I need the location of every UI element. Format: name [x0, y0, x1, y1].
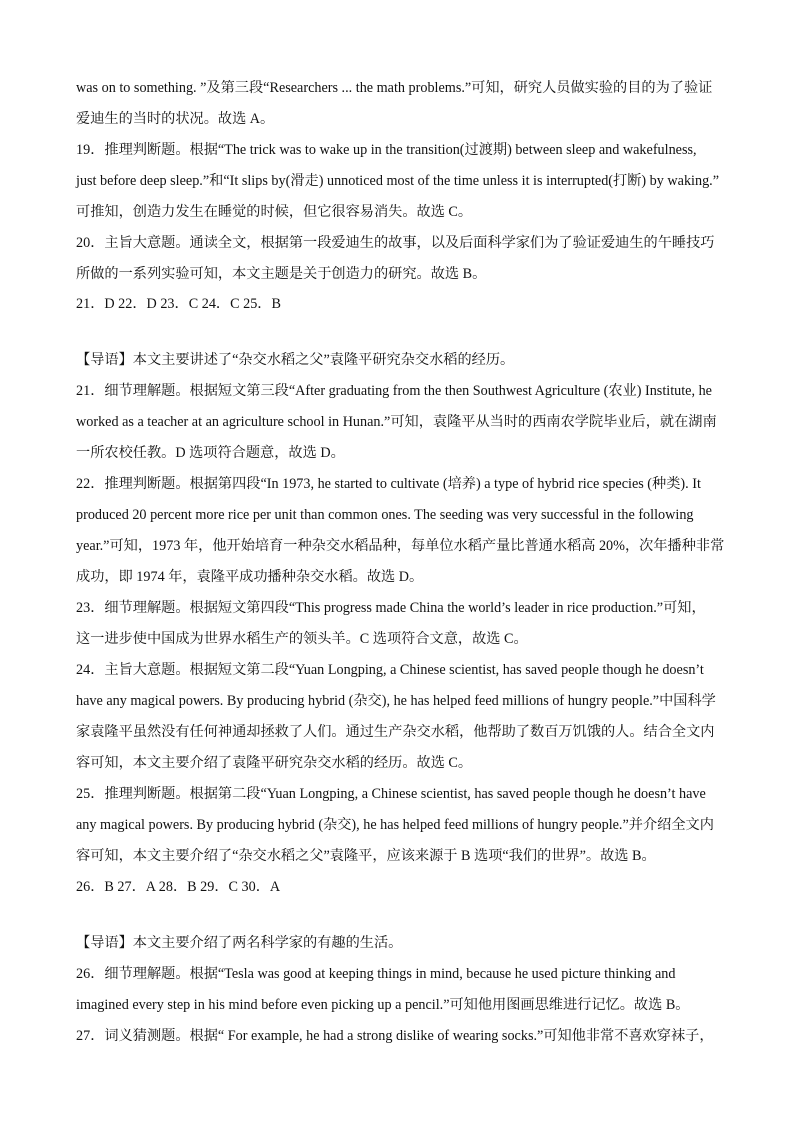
guide-line: 【导语】本文主要介绍了两名科学家的有趣的生活。 [76, 935, 403, 951]
text-line: just before deep sleep.”和“It slips by(滑走) unnoticed most of the time unless it is interrupted(打断) by waking.” [76, 173, 720, 189]
text-line: 家袁隆平虽然没有任何神通却拯救了人们。通过生产杂交水稻，他帮助了数百万饥饿的人。结合全文内 [76, 724, 715, 740]
text-line: imagined every step in his mind before even picking up a pencil.”可知他用图画思维进行记忆。故选 B。 [76, 997, 690, 1013]
text-line: 容可知，本文主要介绍了“杂交水稻之父”袁隆平，应该来源于 B 选项“我们的世界”。故选 B。 [76, 848, 656, 864]
text-line: 所做的一系列实验可知，本文主题是关于创造力的研究。故选 B。 [76, 266, 487, 282]
text-line: year.”可知，1973 年，他开始培育一种杂交水稻品种，每单位水稻产量比普通水稻高 20%，次年播种非常 [76, 538, 725, 554]
text-line: 26．细节理解题。根据“Tesla was good at keeping things in mind, because he used picture thinking and [76, 966, 676, 982]
text-line: 这一进步使中国成为世界水稻生产的领头羊。C 选项符合文意，故选 C。 [76, 631, 528, 647]
answer-key-line: 21．D 22．D 23．C 24．C 25．B [76, 296, 281, 312]
text-line: 25．推理判断题。根据第二段“Yuan Longping, a Chinese scientist, has saved people though he doesn’t have [76, 786, 706, 802]
text-line: have any magical powers. By producing hybrid (杂交), he has helped feed millions of hungry people.”中国科学 [76, 693, 716, 709]
text-line: 20．主旨大意题。通读全文，根据第一段爱迪生的故事，以及后面科学家们为了验证爱迪生的午睡技巧 [76, 235, 715, 251]
answer-key-line: 26．B 27．A 28．B 29．C 30．A [76, 879, 281, 895]
text-line: 成功，即 1974 年，袁隆平成功播种杂交水稻。故选 D。 [76, 569, 424, 585]
text-line: 一所农校任教。D 选项符合题意，故选 D。 [76, 445, 345, 461]
text-line: produced 20 percent more rice per unit than common ones. The seeding was very successful in the following [76, 507, 694, 523]
text-line: was on to something. ”及第三段“Researchers ... the math problems.”可知，研究人员做实验的目的为了验证 [76, 80, 713, 96]
text-line: any magical powers. By producing hybrid (杂交), he has helped feed millions of hungry people.”并介绍全文内 [76, 817, 714, 833]
text-line: 可推知，创造力发生在睡觉的时候，但它很容易消失。故选 C。 [76, 204, 473, 220]
text-line: worked as a teacher at an agriculture school in Hunan.”可知，袁隆平从当时的西南农学院毕业后，就在湖南 [76, 414, 717, 430]
text-line: 23．细节理解题。根据短文第四段“This progress made China the world’s leader in rice production.”可知， [76, 600, 706, 616]
text-line: 24．主旨大意题。根据短文第二段“Yuan Longping, a Chinese scientist, has saved people though he doesn’t [76, 662, 704, 678]
text-line: 21．细节理解题。根据短文第三段“After graduating from the then Southwest Agriculture (农业) Institute, he [76, 383, 712, 399]
text-line: 22．推理判断题。根据第四段“In 1973, he started to cultivate (培养) a type of hybrid rice species (种类). It [76, 476, 701, 492]
text-line: 19．推理判断题。根据“The trick was to wake up in the transition(过渡期) between sleep and wakefulness, [76, 142, 697, 158]
text-line: 容可知，本文主要介绍了袁隆平研究杂交水稻的经历。故选 C。 [76, 755, 473, 771]
text-line: 27．词义猜测题。根据“ For example, he had a strong dislike of wearing socks.”可知他非常不喜欢穿袜子， [76, 1028, 714, 1044]
text-line: 爱迪生的当时的状况。故选 A。 [76, 111, 275, 127]
guide-line: 【导语】本文主要讲述了“杂交水稻之父”袁隆平研究杂交水稻的经历。 [76, 352, 515, 368]
